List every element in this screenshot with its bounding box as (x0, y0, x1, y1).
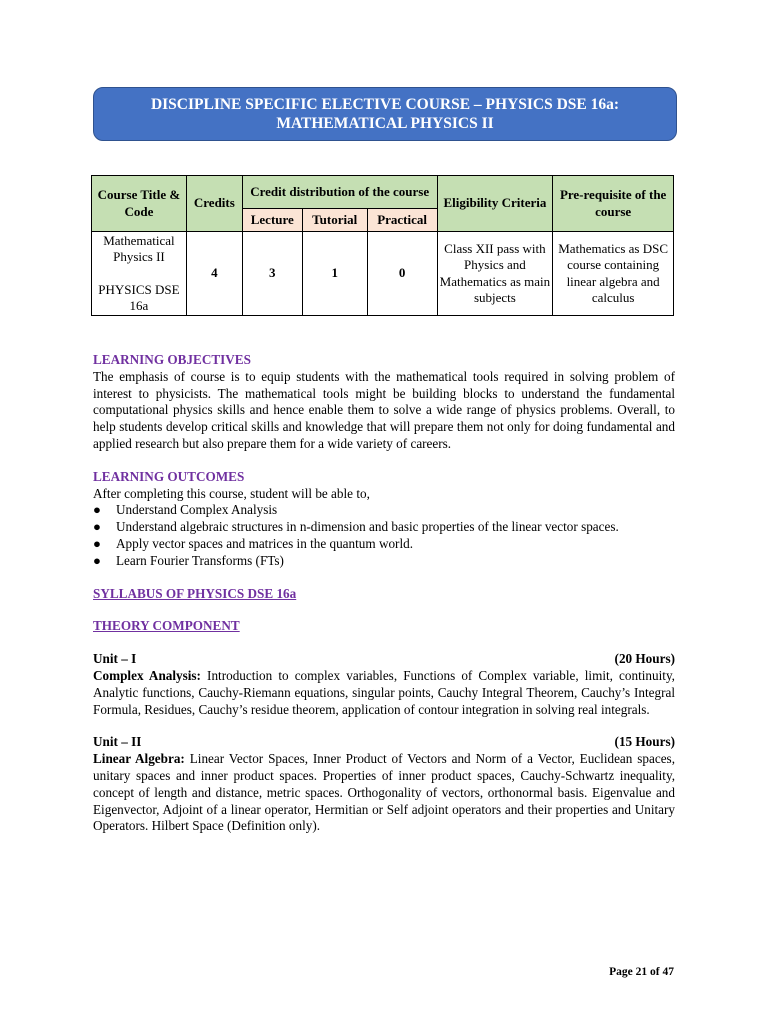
header-lecture: Lecture (242, 209, 302, 232)
unit-1-title: Unit – I (93, 651, 137, 667)
course-code: PHYSICS DSE 16a (98, 281, 180, 313)
list-item: ● Understand algebraic structures in n-dimension and basic properties of the linear vector spaces. (93, 519, 619, 535)
header-tutorial: Tutorial (302, 209, 367, 232)
unit-1-hours: (20 Hours) (614, 651, 675, 667)
learning-objectives-heading: LEARNING OBJECTIVES (93, 352, 251, 367)
unit-2-topic: Linear Algebra: (93, 751, 185, 767)
bullet-icon: ● (93, 502, 101, 518)
unit-2-header (93, 734, 675, 751)
bullet-icon: ● (93, 535, 101, 551)
banner-line-1: DISCIPLINE SPECIFIC ELECTIVE COURSE – PHYSICS DSE 16a: (150, 96, 620, 113)
cell-lecture: 3 (242, 232, 302, 316)
learning-outcomes-intro: After completing this course, student will be able to, (93, 485, 370, 501)
cell-credits: 4 (186, 232, 242, 316)
table-row (92, 232, 674, 316)
unit-1-header (93, 651, 675, 668)
list-item: ● Apply vector spaces and matrices in the quantum world. (93, 535, 414, 551)
learning-outcomes-list (93, 502, 675, 569)
unit-2-hours: (15 Hours) (614, 734, 675, 750)
syllabus-heading: SYLLABUS OF PHYSICS DSE 16a (93, 585, 297, 601)
header-course-title: Course Title & Code (92, 176, 187, 232)
bullet-icon: ● (93, 519, 101, 535)
table-header-row (92, 176, 674, 209)
header-prerequisite: Pre-requisite of the course (553, 176, 674, 232)
course-name: Mathematical Physics II (103, 232, 175, 264)
course-content (93, 352, 675, 835)
credit-distribution-table (91, 175, 674, 316)
header-practical: Practical (367, 209, 437, 232)
learning-outcomes-heading: LEARNING OUTCOMES (93, 468, 245, 484)
unit-2-title: Unit – II (93, 734, 142, 750)
header-credits: Credits (186, 176, 242, 232)
page-number: Page 21 of 47 (609, 966, 674, 978)
list-item: ● Understand Complex Analysis (93, 502, 278, 518)
unit-2-description: Linear Algebra: Linear Vector Spaces, Inner Product of Vectors and Norm of a Vector, Euclidean spaces, unitary spaces and inner product spaces. Properties of inner product spaces, Cauchy-Schwartz inequality, concept of length and distance, metric spaces. Orthogonality of vectors, orthonormal basis. Eigenvalue and Eigenvector, Adjoint of a linear operator, Hermitian or Self adjoint operators and their properties and Unitary Operators. Hilbert Space (Definition only). (93, 751, 675, 834)
unit-1-description: Complex Analysis: Introduction to complex variables, Functions of Complex variable, limit, continuity, Analytic functions, Cauchy-Riemann equations, singular points, Cauchy Integral Theorem, Cauchy’s Integral Formula, Residues, Cauchy’s residue theorem, application of contour integration in solving real integrals. (93, 667, 675, 717)
cell-tutorial: 1 (302, 232, 367, 316)
theory-component-heading: THEORY COMPONENT (93, 618, 240, 634)
header-credit-distribution: Credit distribution of the course (242, 176, 437, 209)
cell-practical: 0 (367, 232, 437, 316)
cell-prerequisite: Mathematics as DSC course containing linear algebra and calculus (553, 232, 674, 316)
banner-line-2: MATHEMATICAL PHYSICS II (276, 115, 494, 132)
cell-course-title (92, 232, 187, 316)
course-title-banner (93, 87, 677, 141)
list-item: ● Learn Fourier Transforms (FTs) (93, 552, 284, 568)
header-eligibility: Eligibility Criteria (437, 176, 553, 232)
cell-eligibility: Class XII pass with Physics and Mathematics as main subjects (437, 232, 553, 316)
bullet-icon: ● (93, 552, 101, 568)
learning-objectives-text: The emphasis of course is to equip students with the mathematical tools required in solving problem of interest to physicists. The mathematical tools might be building blocks to understand the fundamental computational physics skills and hence enable them to solve a wide range of physics problems. Overall, to help students develop critical skills and knowledge that will prepare them not only for doing fundamental and applied research but also prepare them for a wide variety of careers. (93, 368, 675, 451)
unit-1-topic: Complex Analysis: (93, 667, 201, 683)
